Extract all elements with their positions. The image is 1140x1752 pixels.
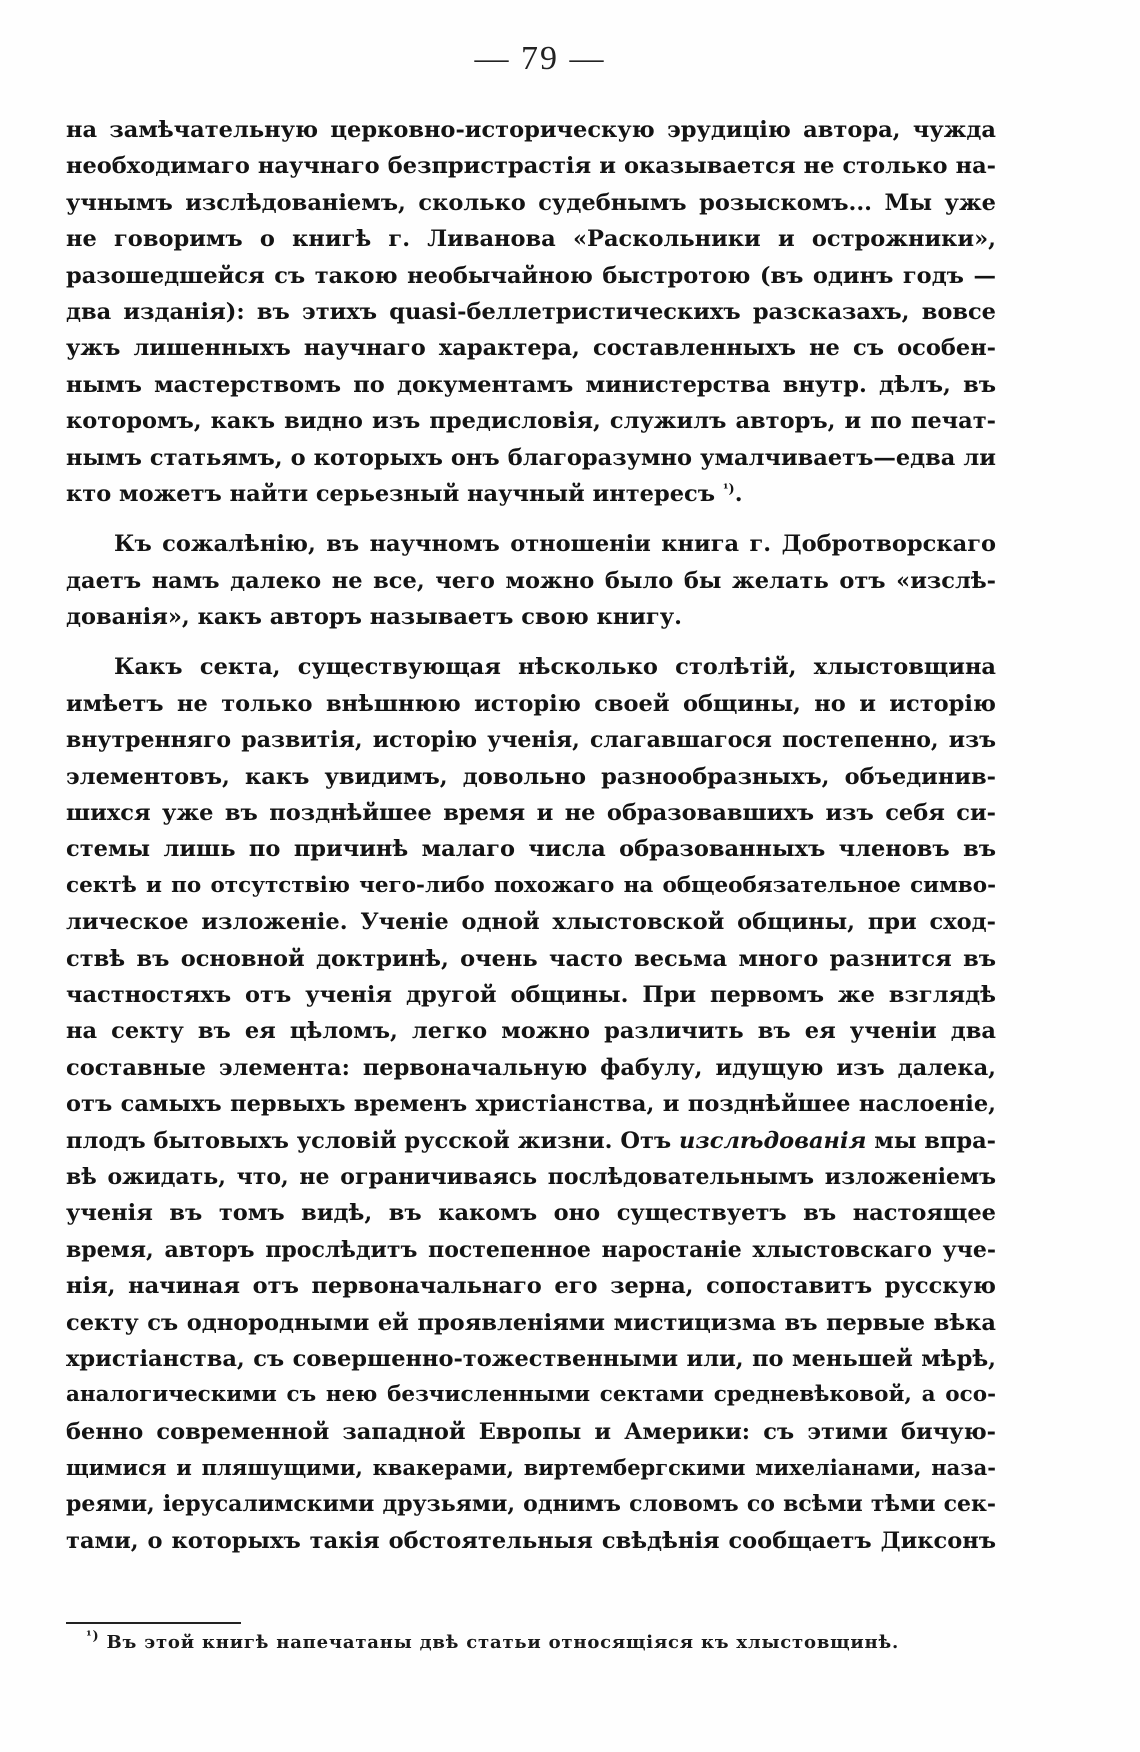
text-line: нія, начиная отъ первоначальнаго его зерна, сопоставитъ русскую — [66, 1273, 996, 1300]
text-line: стемы лишь по причинѣ малаго числа образованныхъ членовъ въ — [66, 836, 996, 863]
text-line: ученія въ томъ видѣ, въ какомъ оно существуетъ въ настоящее — [66, 1200, 996, 1227]
text-line: щимися и пляшущими, квакерами, виртембергскими михеліанами, наза- — [66, 1455, 996, 1481]
text-line-with-italic — [66, 1123, 996, 1159]
text-segment: мы впра- — [874, 1127, 996, 1154]
text-line: частностяхъ отъ ученія другой общины. При первомъ же взглядѣ — [66, 981, 996, 1008]
text-segment: плодъ бытовыхъ условій русской жизни. Отъ — [66, 1127, 672, 1154]
text-line: элементовъ, какъ увидимъ, довольно разнообразныхъ, объединив- — [66, 763, 996, 790]
italic-term: изслѣдованія — [679, 1127, 867, 1154]
footnote-marker: ¹) — [86, 1629, 100, 1644]
text-line: на замѣчательную церковно-историческую эрудицію автора, чужда — [66, 117, 996, 143]
text-line: два изданія): въ этихъ quasi-беллетристическихъ разсказахъ, вовсе — [66, 298, 996, 325]
text-line: лическое изложеніе. Ученіе одной хлыстовской общины, при сход- — [66, 909, 996, 936]
paragraph-start-line: Къ сожалѣнію, въ научномъ отношеніи книга г. Добротворскаго — [114, 531, 996, 558]
text-line: не говоримъ о книгѣ г. Ливанова «Раскольники и острожники», — [66, 226, 996, 253]
text-line: секту съ однородными ей проявленіями мистицизма въ первые вѣка — [66, 1309, 996, 1336]
text-line: которомъ, какъ видно изъ предисловія, служилъ авторъ, и по печат- — [66, 408, 996, 435]
text-line: необходимаго научнаго безпристрастія и оказывается не столько на- — [66, 153, 996, 180]
text-line: отъ самыхъ первыхъ временъ христіанства, и позднѣйшее наслоеніе, — [66, 1091, 996, 1118]
footnote — [86, 1628, 1006, 1658]
text-line: даетъ намъ далеко не все, чего можно было бы желать отъ «изслѣ- — [66, 567, 996, 594]
text-line: вѣ ожидать, что, не ограничиваясь послѣдовательнымъ изложеніемъ — [66, 1163, 996, 1190]
text-line: нымъ статьямъ, о которыхъ онъ благоразумно умалчиваетъ—едва ли — [66, 444, 996, 471]
text-line: ствѣ въ основной доктринѣ, очень часто весьма много разнится въ — [66, 945, 996, 972]
text-line: сектѣ и по отсутствію чего-либо похожаго на общеобязательное симво- — [66, 872, 996, 898]
text-line: аналогическими съ нею безчисленными сектами средневѣковой, а осо- — [66, 1382, 996, 1408]
text-line: нымъ мастерствомъ по документамъ министерства внутр. дѣлъ, въ — [66, 371, 996, 398]
text-line: внутренняго развитія, исторію ученія, слагавшагося постепенно, изъ — [66, 727, 996, 754]
body-text — [66, 112, 996, 1559]
text-line: христіанства, съ совершенно-тожественными или, по меньшей мѣрѣ, — [66, 1345, 996, 1372]
text-line: разошедшейся съ такою необычайною быстротою (въ одинъ годъ — — [66, 262, 996, 289]
text-line: учнымъ изслѣдованіемъ, сколько судебнымъ розыскомъ... Мы уже — [66, 189, 996, 216]
text-line: составные элемента: первоначальную фабулу, идущую изъ далека, — [66, 1054, 996, 1081]
text-line-with-footnote-ref: кто можетъ найти серьезный научный интересъ $^{^1)}$. — [66, 480, 743, 507]
text-line: тами, о которыхъ такія обстоятельныя свѣдѣнія сообщаетъ Диксонъ — [66, 1527, 996, 1554]
text-line: имѣетъ не только внѣшнюю исторію своей общины, но и исторію — [66, 690, 996, 717]
text-line: реями, іерусалимскими друзьями, однимъ словомъ со всѣми тѣми сек- — [66, 1491, 996, 1518]
page-number: — 79 — — [474, 40, 606, 77]
paragraph-start-line: Какъ секта, существующая нѣсколько столѣтій, хлыстовщина — [114, 654, 996, 681]
footnote-text: Въ этой книгѣ напечатаны двѣ статьи относящіяся къ хлыстовщинѣ. — [106, 1632, 900, 1653]
text-line: шихся уже въ позднѣйшее время и не образовавшихъ изъ себя си- — [66, 800, 996, 827]
text-line-content: кто можетъ найти серьезный научный интересъ — [66, 480, 715, 507]
footnote-divider — [66, 1622, 241, 1624]
text-line: ужъ лишенныхъ научнаго характера, составленныхъ не съ особен- — [66, 335, 996, 362]
text-line: бенно современной западной Европы и Америки: съ этими бичую- — [66, 1418, 996, 1445]
footnote-reference: ¹) — [722, 481, 735, 497]
text-line: дованія», какъ авторъ называетъ свою книгу. — [66, 604, 682, 631]
text-line: время, авторъ прослѣдитъ постепенное наростаніе хлыстовскаго уче- — [66, 1236, 996, 1263]
text-line: на секту въ ея цѣломъ, легко можно различить въ ея ученіи два — [66, 1018, 996, 1045]
